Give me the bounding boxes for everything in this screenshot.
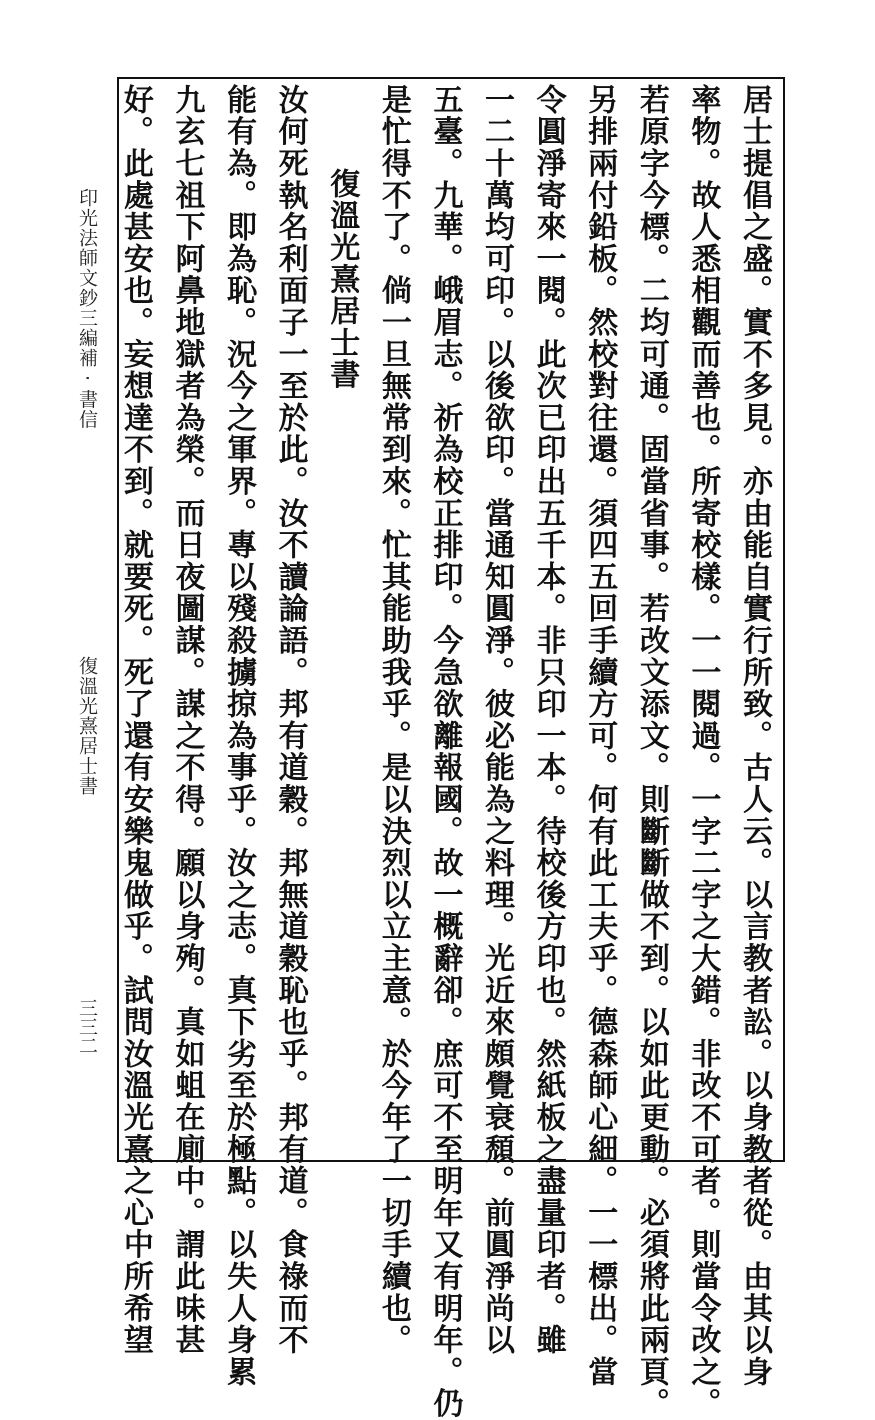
text-column-11: 能有為。即為恥。況今之軍界。專以殘殺擄掠為事乎。汝之志。真下劣至於極點。以失人身累 bbox=[221, 84, 257, 1388]
text-column-2: 率物。故人悉相觀而善也。所寄校樣。一一閱過。一字二字之大錯。非改不可者。則當令改之。 bbox=[685, 84, 721, 1420]
body-text bbox=[117, 84, 780, 1420]
text-column-6: 一二十萬均可印。以後欲印。當通知圓淨。彼必能為之料理。光近來頗覺衰頹。前圓淨尚以 bbox=[479, 84, 515, 1356]
running-header-section-title: 復溫光熹居士書 bbox=[76, 656, 98, 796]
text-column-10: 汝何死執名利面子一至於此。汝不讀論語。邦有道穀。邦無道穀恥也乎。邦有道。食祿而不 bbox=[272, 84, 308, 1356]
text-column-12: 九玄七祖下阿鼻地獄者為榮。而日夜圖謀。謀之不得。願以身殉。真如蛆在廁中。謂此味甚 bbox=[169, 84, 205, 1356]
text-column-8: 是忙得不了。倘一旦無常到來。忙其能助我乎。是以決烈以立主意。於今年了一切手續也。 bbox=[375, 84, 411, 1356]
text-column-13: 好。此處甚安也。妄想達不到。就要死。死了還有安樂鬼做乎。試問汝溫光熹之心中所希望 bbox=[117, 84, 153, 1356]
text-column-7: 五臺。九華。峨眉志。祈為校正排印。今急欲離報國。故一概辭卻。庶可不至明年又有明年。仍 bbox=[427, 84, 463, 1420]
text-column-1: 居士提倡之盛。實不多見。亦由能自實行所致。古人云。以言教者訟。以身教者從。由其以身 bbox=[737, 84, 772, 1388]
page-number: 三三二 bbox=[76, 998, 98, 1055]
text-column-3: 若原字今標。二均可通。固當省事。若改文添文。則斷斷做不到。以如此更動。必須將此兩頁。 bbox=[633, 84, 669, 1420]
text-column-4: 另排兩付鉛板。然校對往還。須四五回手續方可。何有此工夫乎。德森師心細。一一標出。當 bbox=[582, 84, 618, 1388]
text-column-5: 令圓淨寄來一閱。此次已印出五千本。非只印一本。待校後方印也。然紙板之盡量印者。雖 bbox=[530, 84, 566, 1356]
letter-title: 復溫光熹居士書 bbox=[324, 168, 360, 391]
running-header-book-title: 印光法師文鈔三編補 · 書信 bbox=[76, 188, 98, 430]
